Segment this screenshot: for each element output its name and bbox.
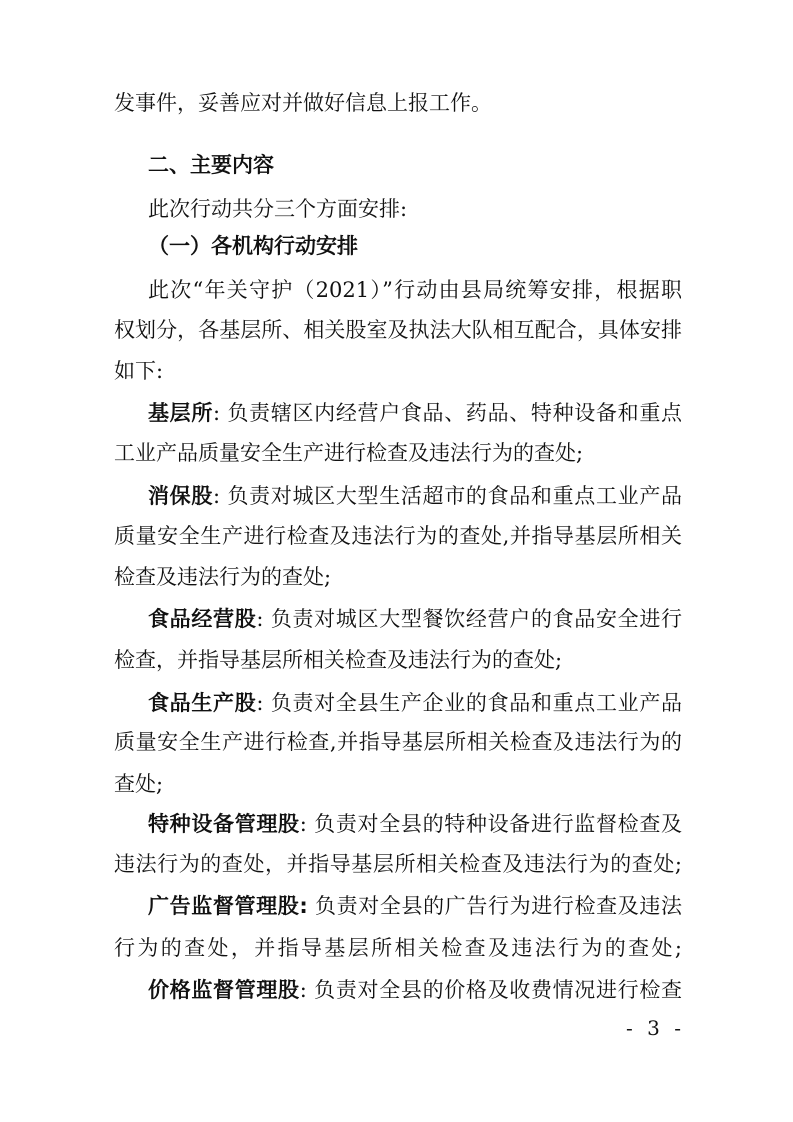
line-text: : 负责对全县的特种设备进行监督检查及 <box>299 812 683 836</box>
text-line <box>148 688 682 718</box>
text-line <box>114 645 682 675</box>
text-line <box>114 356 682 386</box>
text-line <box>114 438 682 468</box>
text-line <box>148 891 682 921</box>
line-text: 此次“年关守护（2021）”行动由县局统筹安排，根据职 <box>148 278 682 302</box>
text-line <box>148 975 682 1005</box>
line-text: : 负责对城区大型生活超市的食品和重点工业产品 <box>213 484 682 508</box>
text-line <box>114 521 682 551</box>
section-heading <box>148 150 682 180</box>
line-text: 权划分，各基层所、相关股室及执法大队相互配合，具体安排 <box>114 318 682 342</box>
line-text: 检查，并指导基层所相关检查及违法行为的查处; <box>114 648 563 672</box>
line-text: : 负责对城区大型餐饮经营户的食品安全进行 <box>256 607 683 631</box>
text-line <box>114 562 682 592</box>
text-line <box>114 769 682 799</box>
text-line <box>114 315 682 345</box>
line-text: 质量安全生产进行检查及违法行为的查处,并指导基层所相关 <box>114 524 682 548</box>
line-text: : 负责对全县的价格及收费情况进行检查 <box>299 978 683 1002</box>
line-text: 违法行为的查处，并指导基层所相关检查及违法行为的查处; <box>114 852 682 876</box>
line-text: 工业产品质量安全生产进行检查及违法行为的查处; <box>114 441 584 465</box>
line-text: 发事件，妥善应对并做好信息上报工作。 <box>114 91 492 115</box>
line-text: 如下: <box>114 359 164 383</box>
line-text: 行为的查处，并指导基层所相关检查及违法行为的查处; <box>114 936 682 960</box>
line-text: 质量安全生产进行检查,并指导基层所相关检查及违法行为的 <box>114 730 682 754</box>
department-name: 消保股 <box>148 484 214 508</box>
text-line <box>148 604 682 634</box>
line-text: 此次行动共分三个方面安排: <box>148 197 408 221</box>
line-text: : 负责对全县生产企业的食品和重点工业产品 <box>256 691 683 715</box>
page-number: - 3 - <box>626 1016 685 1040</box>
section-heading <box>148 231 682 261</box>
line-text: （一）各机构行动安排 <box>148 234 358 258</box>
line-text: 检查及违法行为的查处; <box>114 565 332 589</box>
text-line <box>148 194 682 224</box>
text-line <box>148 809 682 839</box>
department-name: 基层所 <box>148 401 214 425</box>
text-line <box>148 275 682 305</box>
text-line <box>114 88 682 118</box>
text-line <box>114 849 682 879</box>
text-line <box>148 481 682 511</box>
line-text: 二、主要内容 <box>148 153 274 177</box>
department-name: 食品经营股 <box>148 607 257 631</box>
text-line <box>148 398 682 428</box>
department-name: 食品生产股 <box>148 691 257 715</box>
line-text: 查处; <box>114 772 164 796</box>
department-name: 特种设备管理股 <box>148 812 300 836</box>
text-line <box>114 727 682 757</box>
line-text: 负责对全县的广告行为进行检查及违法 <box>307 894 682 918</box>
text-line <box>114 933 682 963</box>
department-name: 广告监督管理股: <box>148 894 308 918</box>
line-text: : 负责辖区内经营户食品、药品、特种设备和重点 <box>213 401 682 425</box>
department-name: 价格监督管理股 <box>148 978 300 1002</box>
